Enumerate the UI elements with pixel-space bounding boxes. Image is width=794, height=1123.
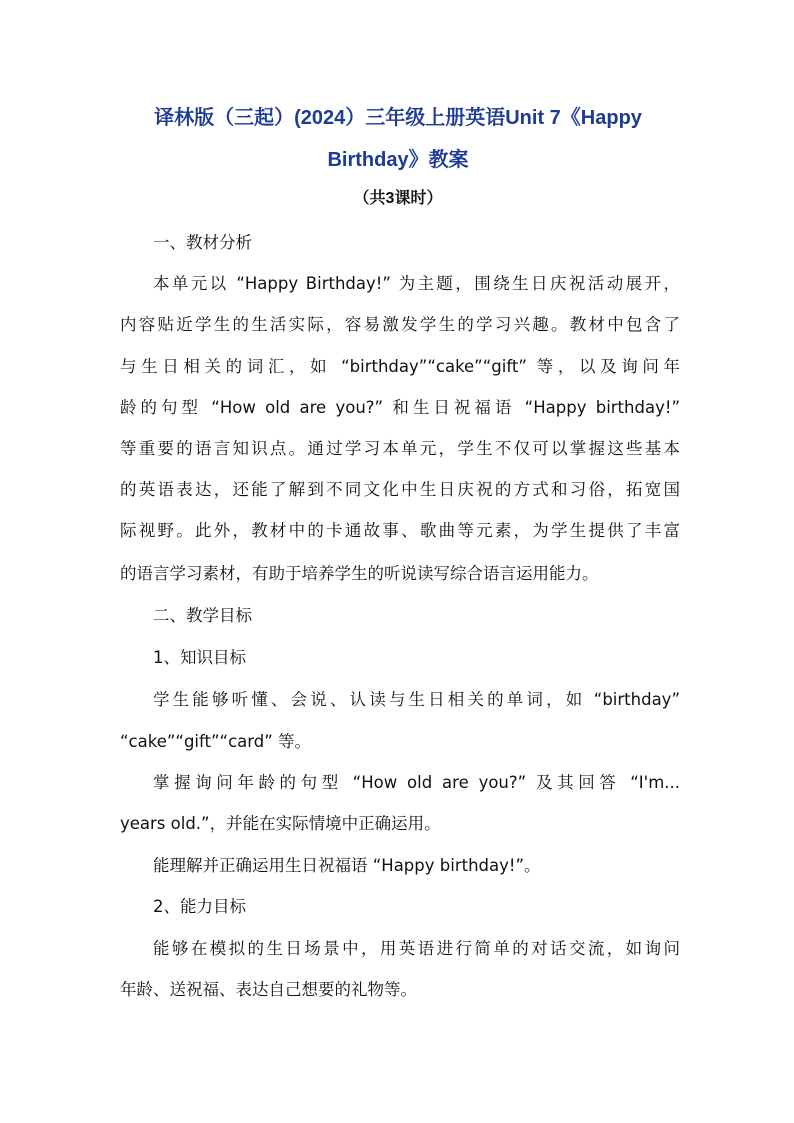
paragraph-line: 本单元以 “Happy Birthday!” 为主题，围绕生日庆祝活动展开， <box>153 274 680 293</box>
paragraph-line: 的语言学习素材，有助于培养学生的听说读写综合语言运用能力。 <box>120 564 599 583</box>
section-heading: 二、教学目标 <box>153 606 252 625</box>
paragraph-line: 等重要的语言知识点。通过学习本单元，学生不仅可以掌握这些基本 <box>120 439 680 458</box>
subsection-heading: 1、知识目标 <box>153 648 246 667</box>
paragraph-line: years old.”，并能在实际情境中正确运用。 <box>120 814 441 833</box>
paragraph-line: 与生日相关的词汇，如 “birthday”“cake”“gift” 等，以及询问年 <box>120 357 680 376</box>
document-title-line-1: 译林版（三起）(2024）三年级上册英语Unit 7《Happy <box>154 107 642 129</box>
document-subtitle: （共3课时） <box>353 190 443 207</box>
paragraph-line: 能理解并正确运用生日祝福语 “Happy birthday!”。 <box>153 856 541 875</box>
paragraph-line: 学生能够听懂、会说、认读与生日相关的单词，如 “birthday” <box>153 690 680 709</box>
paragraph-line: 的英语表达，还能了解到不同文化中生日庆祝的方式和习俗，拓宽国 <box>120 480 680 499</box>
paragraph-line: “cake”“gift”“card” 等。 <box>120 732 312 751</box>
paragraph-line: 掌握询问年龄的句型 “How old are you?” 及其回答 “I'm... <box>153 773 680 792</box>
section-heading: 一、教材分析 <box>153 233 252 252</box>
paragraph-line: 龄的句型 “How old are you?” 和生日祝福语 “Happy birthday!” <box>120 398 680 417</box>
subsection-heading: 2、能力目标 <box>153 897 246 916</box>
paragraph-line: 内容贴近学生的生活实际，容易激发学生的学习兴趣。教材中包含了 <box>120 315 680 334</box>
document-title-line-2: Birthday》教案 <box>327 149 469 171</box>
paragraph-line: 年龄、送祝福、表达自己想要的礼物等。 <box>120 980 417 999</box>
paragraph-line: 际视野。此外，教材中的卡通故事、歌曲等元素，为学生提供了丰富 <box>120 521 680 540</box>
paragraph-line: 能够在模拟的生日场景中，用英语进行简单的对话交流，如询问 <box>153 939 680 958</box>
